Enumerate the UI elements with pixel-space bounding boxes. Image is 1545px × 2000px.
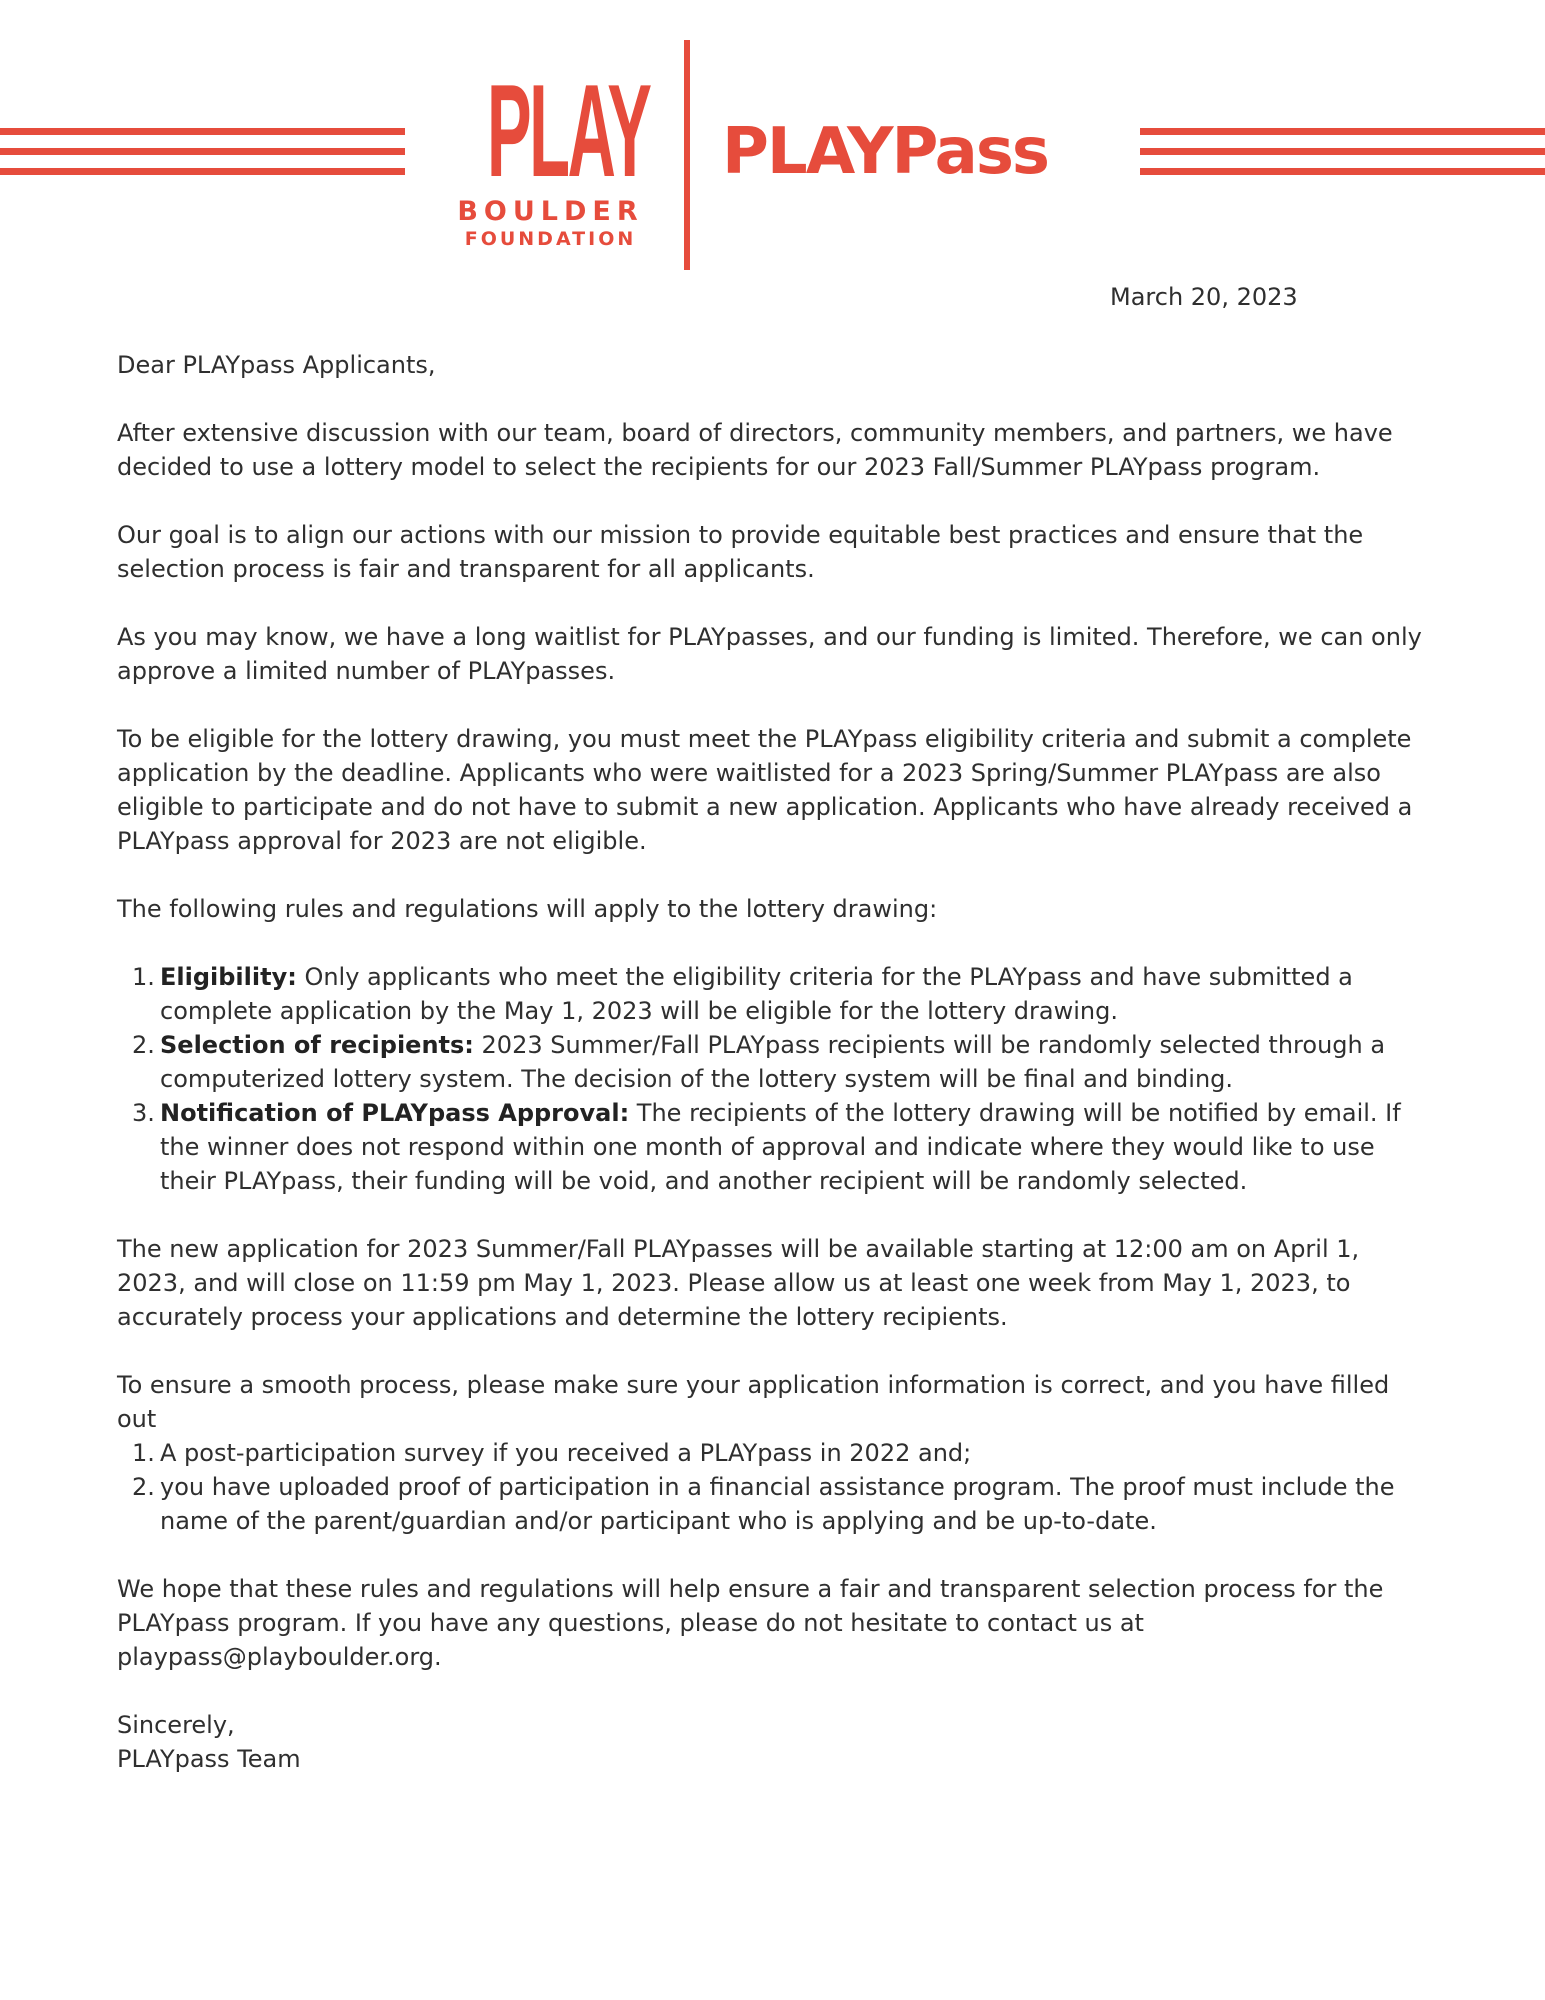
stripe (0, 168, 405, 175)
list-number: 2. (132, 1473, 155, 1501)
rule-text: Only applicants who meet the eligibility criteria for the PLAYpass and have submitted a complete application by the May 1, 2023 will be eligible for the lottery drawing. (160, 963, 1353, 1025)
rule-text: 2023 Summer/Fall PLAYpass recipients will be randomly selected through a computerized lottery system. The decision of the lottery system will be final and binding. (160, 1031, 1386, 1093)
logo-boulder-text: BOULDER (457, 196, 644, 227)
list-number: 1. (132, 963, 155, 991)
signoff: Sincerely, (117, 1711, 235, 1739)
rule-text: The recipients of the lottery drawing will be notified by email. If the winner does not respond within one month of approval and indicate where they would like to use their PLAYpass, their funding will be void, and another recipient will be randomly selected. (160, 1099, 1401, 1195)
checklist-text: A post-participation survey if you received a PLAYpass in 2022 and; (160, 1439, 972, 1467)
header-stripes-left (0, 128, 405, 178)
stripe (0, 128, 405, 135)
list-item (117, 960, 1427, 1028)
checklist-text: you have uploaded proof of participation in a financial assistance program. The proof must include the name of the parent/guardian and/or participant who is applying and be up-to-date. (160, 1473, 1395, 1535)
letterhead (0, 0, 1545, 280)
stripe (0, 148, 405, 155)
play-boulder-foundation-logo (448, 56, 653, 250)
paragraph: As you may know, we have a long waitlist for PLAYpasses, and our funding is limited. Therefore, we can only approve a limited number of PLAYpasses. (117, 623, 1422, 685)
paragraph: The following rules and regulations will apply to the lottery drawing: (117, 895, 938, 923)
signature: PLAYpass Team (117, 1745, 301, 1773)
paragraph: The new application for 2023 Summer/Fall PLAYpasses will be available starting at 12:00 am on April 1, 2023, and will close on 11:59 pm May 1, 2023. Please allow us at least one week from May 1, 2023, to accurately process your applications and determine the lottery recipients. (117, 1235, 1360, 1331)
list-item (117, 1096, 1427, 1198)
list-number: 2. (132, 1031, 155, 1059)
list-item (117, 1028, 1427, 1096)
rule-term: Eligibility: (160, 963, 297, 991)
rule-term: Selection of recipients: (160, 1031, 474, 1059)
header-stripes-right (1140, 128, 1545, 178)
paragraph: To ensure a smooth process, please make sure your application information is correct, and you have filled out (117, 1371, 1390, 1433)
closing (117, 1708, 1427, 1776)
stripe (1140, 148, 1545, 155)
list-item (117, 1436, 1427, 1470)
paragraph: To be eligible for the lottery drawing, you must meet the PLAYpass eligibility criteria and submit a complete application by the deadline. Applicants who were waitlisted for a 2023 Spring/Summer PLAYpass are also eligible to participate and do not have to submit a new application. Applicants who have already received a PLAYpass approval for 2023 are not eligible. (117, 725, 1413, 855)
salutation: Dear PLAYpass Applicants, (117, 351, 436, 379)
letter-date: March 20, 2023 (1110, 283, 1298, 311)
paragraph: We hope that these rules and regulations will help ensure a fair and transparent selection process for the PLAYpass program. If you have any questions, please do not hesitate to contact us at playpass@playboulder.org. (117, 1575, 1384, 1671)
playpass-wordmark: PLAYPass (722, 115, 1048, 189)
paragraph: Our goal is to align our actions with our mission to provide equitable best practices and ensure that the selection process is fair and transparent for all applicants. (117, 521, 1364, 583)
header-divider (684, 40, 690, 270)
paragraph: After extensive discussion with our team, board of directors, community members, and partners, we have decided to use a lottery model to select the recipients for our 2023 Fall/Summer PLAYpass program. (117, 419, 1393, 481)
stripe (1140, 168, 1545, 175)
rule-term: Notification of PLAYpass Approval: (160, 1099, 630, 1127)
letter-body (117, 348, 1427, 1810)
checklist (117, 1436, 1427, 1538)
rules-list (117, 960, 1427, 1198)
list-number: 3. (132, 1099, 155, 1127)
stripe (1140, 128, 1545, 135)
list-item (117, 1470, 1427, 1538)
list-number: 1. (132, 1439, 155, 1467)
logo-play-text: PLAY (486, 56, 650, 205)
logo-foundation-text: FOUNDATION (464, 228, 637, 250)
